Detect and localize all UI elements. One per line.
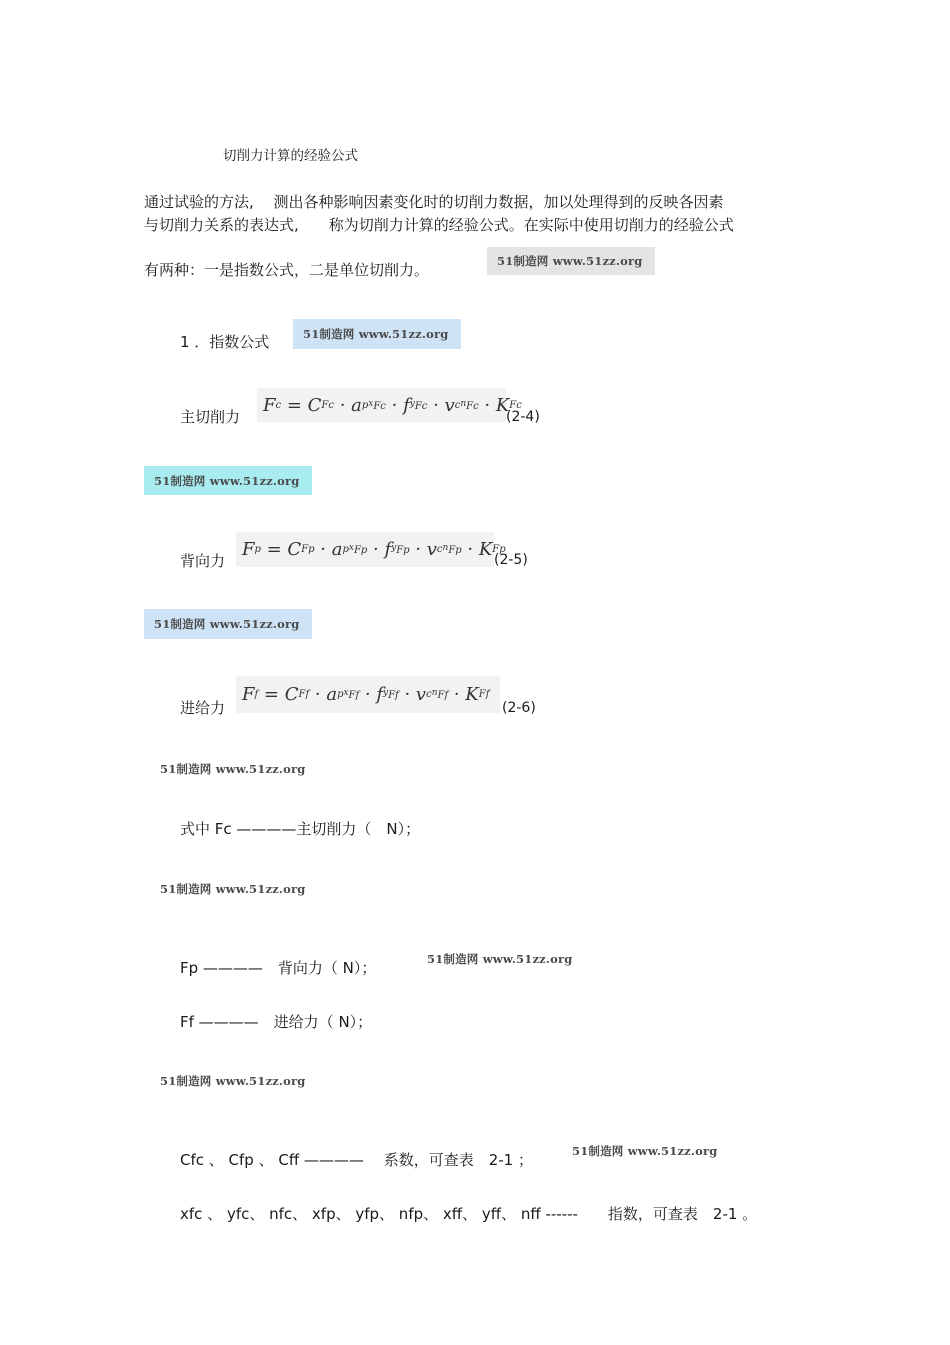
page-title: 切削力计算的经验公式 xyxy=(223,148,358,164)
watermark-banner: 51制造网 www.51zz.org xyxy=(160,1074,306,1088)
equation-number: (2-5) xyxy=(494,552,528,568)
formula-label-feed-force: 进给力 xyxy=(180,699,226,717)
definition-coefficients: Cfc 、 Cfp 、 Cff ———— 系数，可查表 2-1 ； xyxy=(180,1151,533,1169)
watermark-banner: 51制造网 www.51zz.org xyxy=(487,247,655,275)
formula-label-main-cutting-force: 主切削力 xyxy=(180,408,241,426)
section-heading: 1 ．指数公式 xyxy=(180,333,270,351)
watermark-banner: 51制造网 www.51zz.org xyxy=(427,952,573,966)
watermark-banner: 51制造网 www.51zz.org xyxy=(160,762,306,776)
formula-image-back-force: F p = C Fp · a p $x_{Fp}$ · f $y_{Fp}$ · v c $n_{Fp}$ · K Fp xyxy=(236,532,494,567)
intro-line-2: 与切削力关系的表达式, 称为切削力计算的经验公式。在实际中使用切削力的经验公式 xyxy=(144,216,734,234)
formula-image-main-cutting-force: F c = C Fc · a p $x_{Fc}$ · f $y_{Fc}$ · v c $n_{Fc}$ · K Fc xyxy=(257,388,506,422)
watermark-banner: 51制造网 www.51zz.org xyxy=(572,1144,718,1158)
watermark-banner: 51制造网 www.51zz.org xyxy=(144,466,312,495)
definition-exponents: xfc 、 yfc、 nfc、 xfp、 yfp、 nfp、 xff、 yff、 nff ------ 指数，可查表 2-1 。 xyxy=(180,1205,758,1223)
formula-label-back-force: 背向力 xyxy=(180,552,226,570)
watermark-banner: 51制造网 www.51zz.org xyxy=(293,319,461,349)
watermark-banner: 51制造网 www.51zz.org xyxy=(144,609,312,639)
intro-line-3: 有两种：一是指数公式，二是单位切削力。 xyxy=(144,261,430,279)
definition-fp: Fp ———— 背向力（ N）； xyxy=(180,959,377,977)
intro-line-1: 通过试验的方法, 测出各种影响因素变化时的切削力数据，加以处理得到的反映各因素 xyxy=(144,193,724,211)
formula-image-feed-force: F f = C Ff · a p $x_{Ff}$ · f $y_{Ff}$ · v c $n_{Ff}$ · K Ff xyxy=(236,676,500,713)
equation-number: (2-6) xyxy=(502,700,536,716)
watermark-banner: 51制造网 www.51zz.org xyxy=(160,882,306,896)
equation-number: (2-4) xyxy=(506,409,540,425)
definition-fc: 式中 Fc ————主切削力（ N）； xyxy=(180,820,421,838)
definition-ff: Ff ———— 进给力（ N）； xyxy=(180,1013,373,1031)
